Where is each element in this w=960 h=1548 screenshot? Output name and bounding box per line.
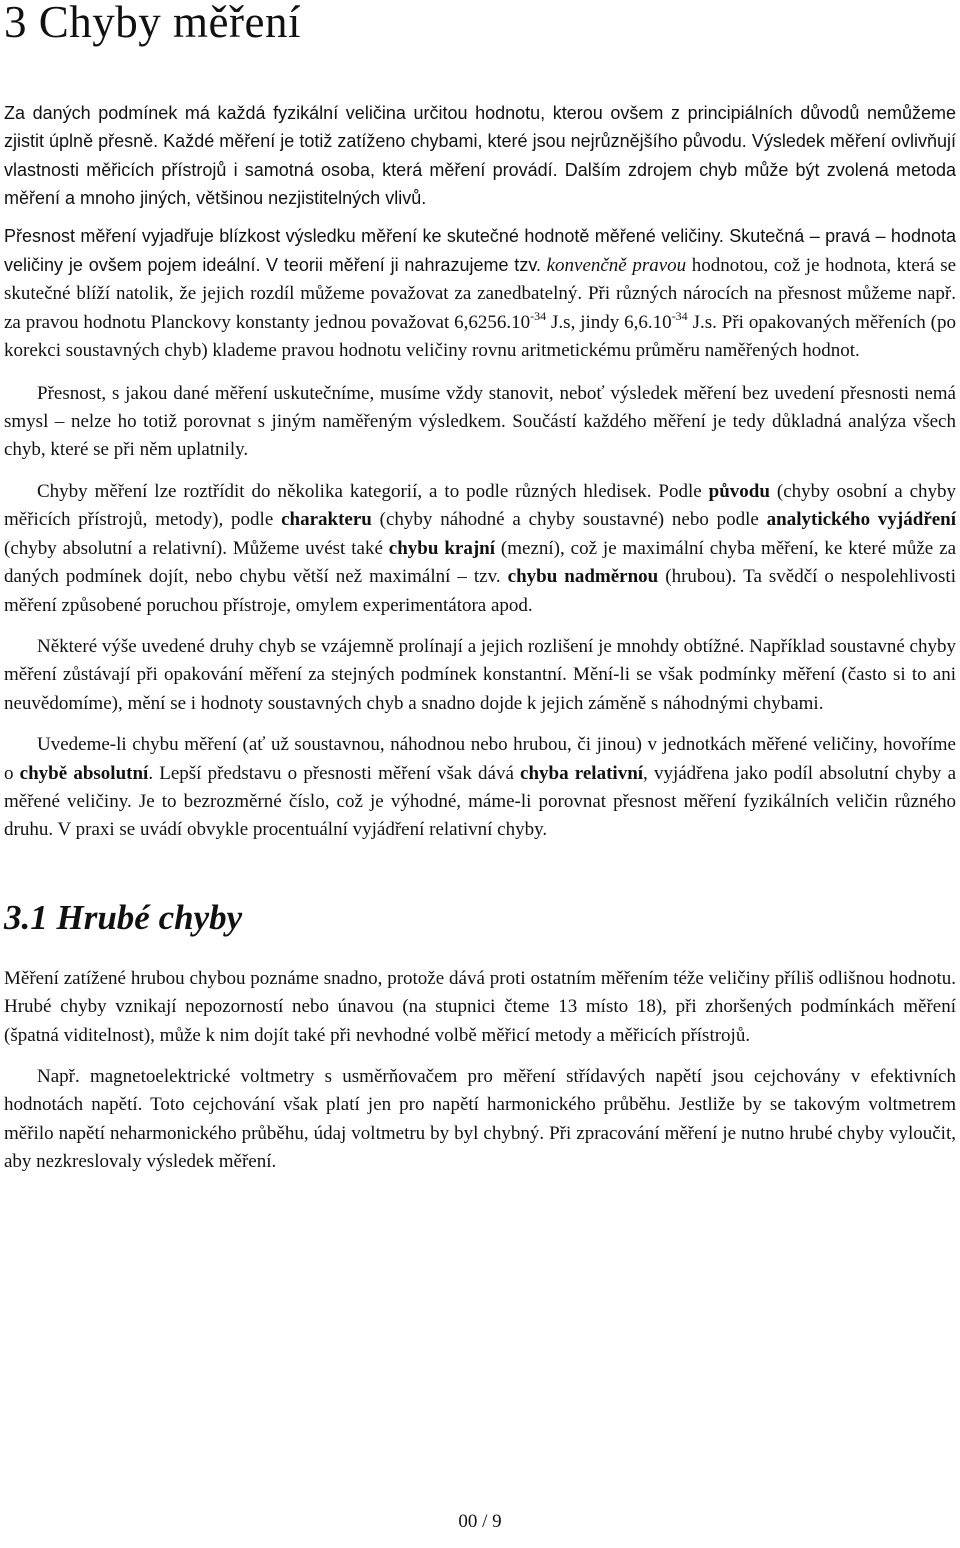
spacer	[4, 1050, 956, 1063]
term-character: charakteru	[281, 509, 372, 531]
paragraph-gross-errors: Měření zatížené hrubou chybou poznáme snadno, protože dává proti ostatním měřením téže veličiny příliš odlišnou hodnotu. Hrubé chyby vznikají nepozorností nebo únavou (na stupnici čteme 13 místo 18), při zhoršených podmínkách měření (špatná viditelnost), může k nim dojít také při nevhodné volbě měřicí metody a měřicích přístrojů.	[4, 967, 956, 1046]
accuracy-part-b: V teorii měření ji nahrazujeme tzv.	[266, 255, 541, 276]
spacer	[4, 620, 956, 633]
page-number: 00 / 9	[458, 1511, 502, 1532]
absrel-part-a: Uvedeme-li chybu měření (ať už soustavnou, náhodnou nebo hrubou, či jinou) v jednotkách měřené veličiny, hovoříme o	[4, 734, 956, 784]
paragraph-intro	[4, 99, 956, 213]
accuracy-part-h: J.s. Při opakovaných měřeních (po korekci soustavných chyb) klademe pravou hodnotu veličiny rovnu aritmetickému průměru naměřených hodnot.	[4, 311, 956, 362]
exponent-1: -34	[530, 308, 547, 323]
spacer	[4, 366, 956, 380]
paragraph-categories	[4, 478, 956, 620]
term-analytic: analytického vyjádření	[766, 509, 957, 531]
spacer	[4, 845, 956, 898]
exponent-2: -34	[671, 308, 688, 323]
intro-part-b: Výsledek měření ovlivňují vlastnosti měřicích přístrojů i samotná osoba, která měření provádí.	[4, 131, 956, 180]
accuracy-part-a: Přesnost měření vyjadřuje blízkost výsledku měření ke skutečné hodnotě měřené veličiny. Skutečná – pravá – hodnota veličiny je ovšem pojem ideální.	[4, 225, 956, 276]
spacer	[4, 718, 956, 731]
section-heading: 3.1 Hrubé chyby	[4, 897, 243, 937]
categories-part-a: Chyby měření lze roztřídit do několika kategorií, a to podle různých hledisek. Podle	[37, 480, 702, 502]
categories-part-e: (chyby náhodné a chyby soustavné) nebo podle	[379, 509, 759, 531]
term-origin: původu	[708, 480, 770, 502]
paragraph-precision: Přesnost, s jakou dané měření uskutečníme, musíme vždy stanovit, neboť výsledek měření bez uvedení přesnosti nemá smysl – nelze ho totiž porovnat s jiným naměřeným výsledkem. Součástí každého měření je tedy důkladná analýza všech chyb, které se při něm uplatnily.	[4, 382, 956, 461]
accuracy-term-conventional: konvenčně pravou	[546, 255, 687, 277]
intro-part-a: Za daných podmínek má každá fyzikální veličina určitou hodnotu, kterou ovšem z principiálních důvodů nemůžeme zjistit úplně přesně. Každé měření je totiž zatíženo chybami, které jsou nejrůznějšího původu.	[4, 103, 956, 152]
paragraph-absolute-relative	[4, 731, 956, 845]
term-absolute-error: chybě absolutní	[19, 762, 149, 784]
paragraph-overlap: Některé výše uvedené druhy chyb se vzájemně prolínají a jejich rozlišení je mnohdy obtížné. Například soustavné chyby měření zůstávají při opakování měření za stejných podmínek konstantní. Mění-li se však podmínky měření (často si to ani neuvědomíme), mění se i hodnoty soustavných chyb a snadno dojde k jejich záměně s náhodnými chybami.	[4, 635, 956, 714]
accuracy-part-f: J.s, jindy 6,6.10	[551, 311, 672, 333]
spacer	[4, 213, 956, 222]
chapter-heading: 3 Chyby měření	[4, 0, 301, 47]
categories-part-i: (mezní), což je maximální chyba měření, ke které může za daných podmínek dojít, nebo chybu větší než maximální – tzv.	[4, 537, 957, 588]
categories-part-g: (chyby absolutní a relativní). Můžeme uvést také	[4, 537, 383, 559]
paragraph-voltmeter-example: Např. magnetoelektrické voltmetry s usměrňovačem pro měření střídavých napětí jsou cejchovány v efektivních hodnotách napětí. Toto cejchování však platí jen pro napětí harmonického průběhu. Jestliže by se takovým voltmetrem měřilo napětí neharmonického průběhu, údaj voltmetru by byl chybný. Při zpracování měření je nutno hrubé chyby vyloučit, aby nezkreslovaly výsledek měření.	[4, 1065, 956, 1173]
term-relative-error: chyba relativní	[520, 762, 644, 784]
absrel-part-e: , vyjádřena jako podíl absolutní chyby a měřené veličiny. Je to bezrozměrné číslo, což je výhodné, máme-li porovnat přesnost měření fyzikálních veličin různého druhu. V praxi se uvádí obvykle procentuální vyjádření relativní chyby.	[4, 762, 956, 841]
spacer	[4, 44, 956, 99]
categories-part-k: (hrubou). Ta svědčí o nespolehlivosti měření způsobené poruchou přístroje, omylem experimentátora apod.	[4, 566, 956, 616]
absrel-part-c: . Lepší představu o přesnosti měření však dává	[148, 762, 514, 784]
spacer	[4, 938, 956, 965]
spacer	[4, 465, 956, 478]
paragraph-accuracy	[4, 222, 956, 366]
accuracy-part-d: hodnotou, což je hodnota, která se skutečné blíží natolik, že jejich rozdíl můžeme považovat za zanedbatelný. Při různých nárocích na přesnost můžeme např. za pravou hodnotu Planckovy konstanty jednou považovat 6,6256.10	[4, 255, 957, 333]
term-excessive-error: chybu nadměrnou	[507, 566, 659, 588]
intro-part-c: Dalším zdrojem chyb může být zvolená metoda měření a mnoho jiných, většinou nezjistitelných vlivů.	[4, 159, 956, 209]
term-limit-error: chybu krajní	[388, 537, 496, 559]
categories-part-c: (chyby osobní a chyby měřicích přístrojů, metody), podle	[4, 480, 957, 531]
